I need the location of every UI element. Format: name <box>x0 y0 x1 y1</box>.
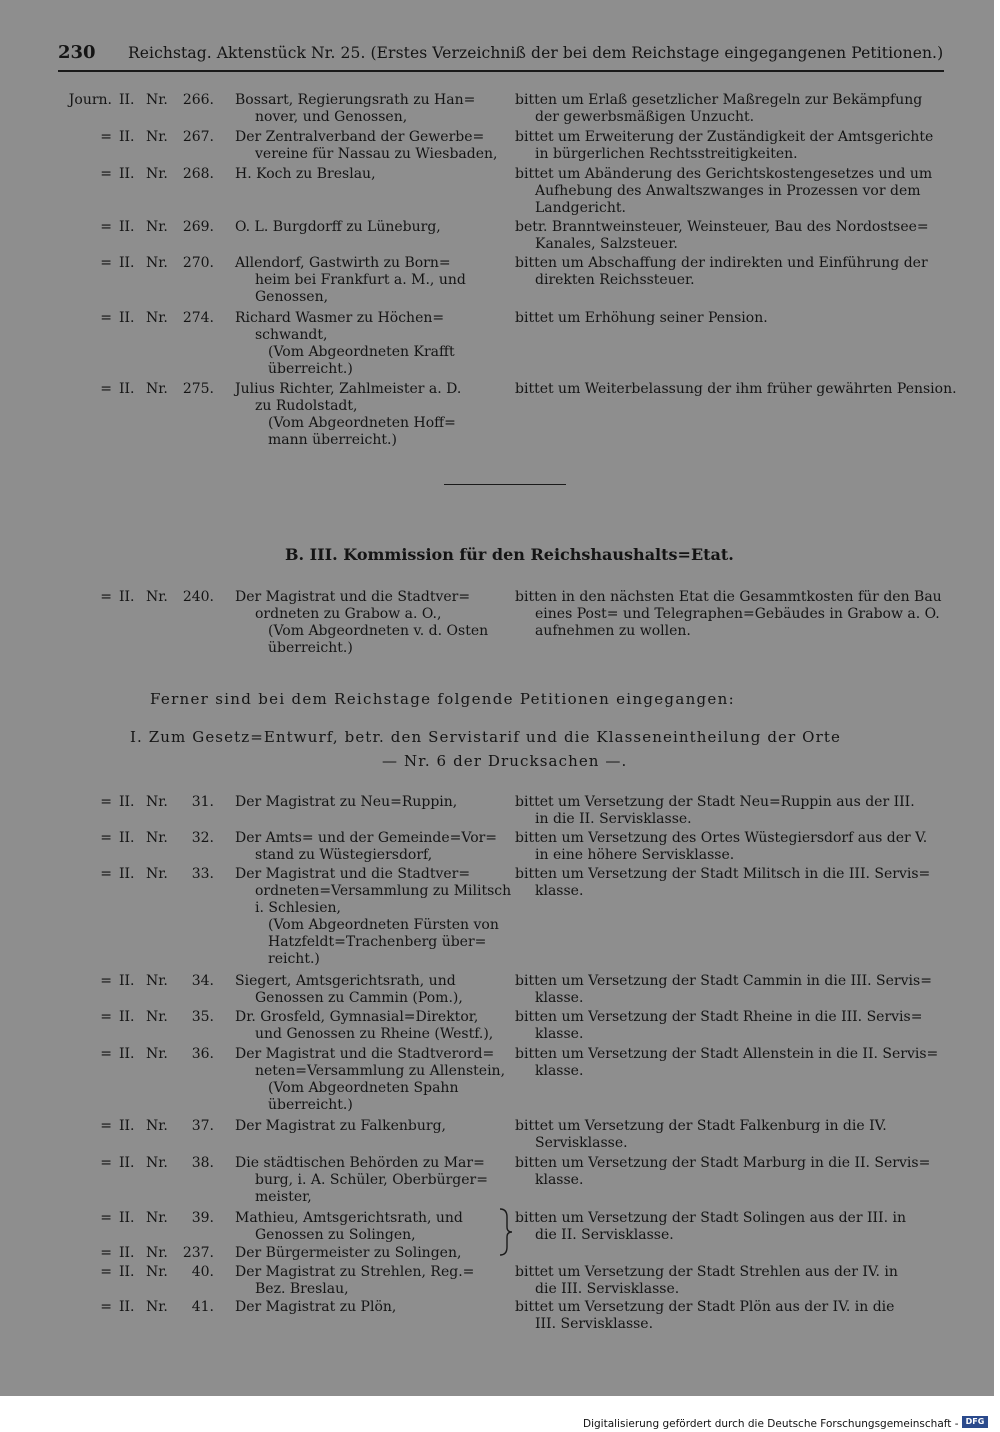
petitioner-line: Dr. Grosfeld, Gymnasial=Direktor, <box>235 1009 479 1025</box>
petitioner-line: reicht.) <box>268 951 320 967</box>
journal-mark: = <box>100 1155 112 1171</box>
request-line: Servisklasse. <box>535 1135 628 1151</box>
petitioner-line: Bossart, Regierungsrath zu Han= <box>235 92 476 108</box>
petition-number: 39. <box>191 1210 214 1226</box>
request-line: bittet um Erhöhung seiner Pension. <box>515 310 768 326</box>
request-line: Landgericht. <box>535 200 626 216</box>
petitioner <box>235 381 497 449</box>
petitioner <box>235 830 497 864</box>
petitioner-line: Genossen, <box>255 289 329 305</box>
nr-label: Nr. <box>146 1264 168 1280</box>
petitioner-line: überreicht.) <box>268 1097 353 1113</box>
petitioner-line: Allendorf, Gastwirth zu Born= <box>235 255 451 271</box>
request-line: bitten um Versetzung der Stadt Solingen aus der III. in <box>515 1210 906 1226</box>
journal-mark: = <box>100 973 112 989</box>
petitioner-line: Hatzfeldt=Trachenberg über= <box>268 934 487 950</box>
petitioner <box>235 1009 497 1043</box>
nr-label: Nr. <box>146 1210 168 1226</box>
grouping-brace <box>498 1207 514 1257</box>
request <box>515 1155 949 1189</box>
committee-roman: II. <box>119 830 135 846</box>
petitioner-line: überreicht.) <box>268 640 353 656</box>
petition-number: 268. <box>182 166 214 182</box>
request <box>515 1210 949 1244</box>
request <box>515 129 949 163</box>
petitioner-line: Der Magistrat zu Falkenburg, <box>235 1118 446 1134</box>
petitioner-line: Der Magistrat und die Stadtver= <box>235 589 471 605</box>
petitioner <box>235 1118 497 1135</box>
request <box>515 866 949 900</box>
request-line: in die II. Servisklasse. <box>535 811 692 827</box>
journal-mark: = <box>100 1245 112 1261</box>
request-line: bittet um Versetzung der Stadt Strehlen aus der IV. in <box>515 1264 898 1280</box>
request-line: der gewerbsmäßigen Unzucht. <box>535 109 755 125</box>
header-rule <box>58 70 944 72</box>
request <box>515 219 949 253</box>
request <box>515 92 949 126</box>
nr-label: Nr. <box>146 1245 168 1261</box>
nr-label: Nr. <box>146 255 168 271</box>
request-line: bittet um Versetzung der Stadt Plön aus der IV. in die <box>515 1299 895 1315</box>
petition-number: 237. <box>182 1245 214 1261</box>
petitioner <box>235 973 497 1007</box>
committee-roman: II. <box>119 1118 135 1134</box>
page-number: 230 <box>58 42 96 63</box>
petitioner <box>235 589 497 657</box>
request <box>515 310 949 327</box>
petition-number: 38. <box>191 1155 214 1171</box>
request <box>515 1046 949 1080</box>
petitioner <box>235 1264 497 1298</box>
request-line: eines Post= und Telegraphen=Gebäudes in Grabow a. O. <box>535 606 940 622</box>
petition-number: 269. <box>182 219 214 235</box>
footer-note: Digitalisierung gefördert durch die Deutsche Forschungsgemeinschaft - <box>583 1418 959 1430</box>
request <box>515 973 949 1007</box>
journal-mark: = <box>100 129 112 145</box>
journal-mark: = <box>100 219 112 235</box>
petitioner-line: (Vom Abgeordneten v. d. Osten <box>268 623 489 639</box>
request-line: betr. Branntweinsteuer, Weinsteuer, Bau des Nordostsee= <box>515 219 929 235</box>
committee-roman: II. <box>119 1155 135 1171</box>
request-line: Kanales, Salzsteuer. <box>535 236 678 252</box>
journal-mark: = <box>100 1009 112 1025</box>
request-line: klasse. <box>535 1172 584 1188</box>
request-line: in bürgerlichen Rechtsstreitigkeiten. <box>535 146 798 162</box>
request <box>515 1264 949 1298</box>
petitioner-line: Der Magistrat und die Stadtverord= <box>235 1046 495 1062</box>
petitioner <box>235 92 497 126</box>
committee-roman: II. <box>119 1046 135 1062</box>
journal-mark: = <box>100 1264 112 1280</box>
request-line: direkten Reichssteuer. <box>535 272 695 288</box>
petitioner <box>235 1046 506 1114</box>
committee-roman: II. <box>119 381 135 397</box>
petitioner-line: vereine für Nassau zu Wiesbaden, <box>255 146 498 162</box>
request <box>515 1118 949 1152</box>
petitioner <box>235 166 497 183</box>
petitioner-line: H. Koch zu Breslau, <box>235 166 376 182</box>
petitioner-line: i. Schlesien, <box>255 900 342 916</box>
petitioner-line: Der Bürgermeister zu Solingen, <box>235 1245 462 1261</box>
petition-number: 36. <box>191 1046 214 1062</box>
petitioner-line: Der Magistrat und die Stadtver= <box>235 866 471 882</box>
petitioner-line: Bez. Breslau, <box>255 1281 349 1297</box>
petition-number: 266. <box>182 92 214 108</box>
petitioner <box>235 1245 497 1262</box>
page-header <box>58 42 943 70</box>
petitioner-line: und Genossen zu Rheine (Westf.), <box>255 1026 494 1042</box>
request-line: bitten um Versetzung der Stadt Marburg in die II. Servis= <box>515 1155 931 1171</box>
journal-mark: = <box>100 1210 112 1226</box>
petitioner <box>235 866 512 968</box>
petitioner-line: Der Amts= und der Gemeinde=Vor= <box>235 830 498 846</box>
petitioner-line: Der Magistrat zu Plön, <box>235 1299 397 1315</box>
nr-label: Nr. <box>146 866 168 882</box>
petitioner <box>235 129 497 163</box>
petitioner-line: Die städtischen Behörden zu Mar= <box>235 1155 485 1171</box>
dfg-logo: DFG <box>962 1416 988 1428</box>
request-line: bittet um Versetzung der Stadt Falkenburg in die IV. <box>515 1118 887 1134</box>
running-head: Reichstag. Aktenstück Nr. 25. (Erstes Verzeichniß der bei dem Reichstage eingegangenen Petitionen.) <box>128 44 944 62</box>
committee-roman: II. <box>119 866 135 882</box>
petitioner-line: Der Magistrat zu Strehlen, Reg.= <box>235 1264 475 1280</box>
petitioner-line: schwandt, <box>255 327 328 343</box>
petitioner-line: ordneten zu Grabow a. O., <box>255 606 442 622</box>
journal-mark: = <box>100 1299 112 1315</box>
request-line: bittet um Erweiterung der Zuständigkeit der Amtsgerichte <box>515 129 934 145</box>
petition-number: 33. <box>191 866 214 882</box>
committee-roman: II. <box>119 794 135 810</box>
intro-text: Ferner sind bei dem Reichstage folgende Petitionen eingegangen: <box>150 690 735 708</box>
journal-mark: = <box>100 1046 112 1062</box>
journal-mark: = <box>100 1118 112 1134</box>
petitioner-line: stand zu Wüstegiersdorf, <box>255 847 433 863</box>
nr-label: Nr. <box>146 129 168 145</box>
petition-number: 270. <box>182 255 214 271</box>
petitioner-line: Mathieu, Amtsgerichtsrath, und <box>235 1210 463 1226</box>
committee-roman: II. <box>119 219 135 235</box>
petition-number: 31. <box>191 794 214 810</box>
committee-roman: II. <box>119 1245 135 1261</box>
petitioner-line: Julius Richter, Zahlmeister a. D. <box>235 381 462 397</box>
nr-label: Nr. <box>146 381 168 397</box>
request <box>515 830 949 864</box>
request-line: bitten um Versetzung der Stadt Allenstein in die II. Servis= <box>515 1046 939 1062</box>
petition-number: 267. <box>182 129 214 145</box>
petitioner <box>235 310 497 378</box>
request-line: klasse. <box>535 990 584 1006</box>
committee-roman: II. <box>119 1264 135 1280</box>
request-line: bitten um Versetzung der Stadt Cammin in die III. Servis= <box>515 973 932 989</box>
nr-label: Nr. <box>146 166 168 182</box>
section-heading: B. III. Kommission für den Reichshaushalts=Etat. <box>285 545 734 564</box>
committee-roman: II. <box>119 255 135 271</box>
petition-number: 35. <box>191 1009 214 1025</box>
journal-mark: = <box>100 794 112 810</box>
nr-label: Nr. <box>146 92 168 108</box>
petitioner-line: (Vom Abgeordneten Hoff= <box>268 415 456 431</box>
petitioner-line: ordneten=Versammlung zu Militsch <box>255 883 512 899</box>
petitioner-line: Richard Wasmer zu Höchen= <box>235 310 445 326</box>
petition-number: 40. <box>191 1264 214 1280</box>
journal-mark: = <box>100 830 112 846</box>
petitioner-line: Genossen zu Cammin (Pom.), <box>255 990 463 1006</box>
petitioner-line: nover, und Genossen, <box>255 109 408 125</box>
subsection-heading: I. Zum Gesetz=Entwurf, betr. den Servistarif und die Klasseneintheilung der Orte <box>130 728 841 746</box>
petitioner-line: burg, i. A. Schüler, Oberbürger= <box>255 1172 488 1188</box>
petition-number: 41. <box>191 1299 214 1315</box>
petitioner <box>235 794 497 811</box>
petition-number: 32. <box>191 830 214 846</box>
committee-roman: II. <box>119 1210 135 1226</box>
request-line: Aufhebung des Anwaltszwanges in Prozessen vor dem <box>535 183 921 199</box>
petitioner-line: (Vom Abgeordneten Fürsten von <box>268 917 499 933</box>
nr-label: Nr. <box>146 830 168 846</box>
petitioner-line: Siegert, Amtsgerichtsrath, und <box>235 973 456 989</box>
request-line: bittet um Versetzung der Stadt Neu=Ruppin aus der III. <box>515 794 915 810</box>
petitioner <box>235 1210 497 1244</box>
petitioner <box>235 255 497 306</box>
petitioner <box>235 1155 497 1206</box>
petition-number: 34. <box>191 973 214 989</box>
committee-roman: II. <box>119 129 135 145</box>
request-line: bittet um Abänderung des Gerichtskostengesetzes und um <box>515 166 933 182</box>
request <box>515 381 957 398</box>
request <box>515 794 949 828</box>
petition-number: 274. <box>182 310 214 326</box>
petitioner-line: (Vom Abgeordneten Spahn <box>268 1080 459 1096</box>
petition-number: 240. <box>182 589 214 605</box>
request-line: klasse. <box>535 883 584 899</box>
petition-number: 37. <box>191 1118 214 1134</box>
petitioner-line: Genossen zu Solingen, <box>255 1227 416 1243</box>
request-line: bitten um Abschaffung der indirekten und Einführung der <box>515 255 928 271</box>
request-line: klasse. <box>535 1026 584 1042</box>
petitioner-line: O. L. Burgdorff zu Lüneburg, <box>235 219 441 235</box>
committee-roman: II. <box>119 1009 135 1025</box>
petition-number: 275. <box>182 381 214 397</box>
committee-roman: II. <box>119 166 135 182</box>
scan-margin-right <box>994 0 1000 1432</box>
nr-label: Nr. <box>146 973 168 989</box>
request-line: in eine höhere Servisklasse. <box>535 847 735 863</box>
journal-mark: = <box>100 166 112 182</box>
request <box>515 255 949 289</box>
nr-label: Nr. <box>146 1155 168 1171</box>
petitioner-line: zu Rudolstadt, <box>255 398 358 414</box>
nr-label: Nr. <box>146 589 168 605</box>
journal-mark: = <box>100 310 112 326</box>
request <box>515 1299 949 1333</box>
nr-label: Nr. <box>146 1118 168 1134</box>
request-line: klasse. <box>535 1063 584 1079</box>
committee-roman: II. <box>119 310 135 326</box>
nr-label: Nr. <box>146 1046 168 1062</box>
request-line: bittet um Weiterbelassung der ihm früher gewährten Pension. <box>515 381 957 397</box>
journal-mark: Journ. <box>68 92 112 108</box>
journal-mark: = <box>100 255 112 271</box>
nr-label: Nr. <box>146 310 168 326</box>
nr-label: Nr. <box>146 219 168 235</box>
committee-roman: II. <box>119 1299 135 1315</box>
petitioner-line: mann überreicht.) <box>268 432 397 448</box>
petitioner-line: meister, <box>255 1189 312 1205</box>
journal-mark: = <box>100 866 112 882</box>
petitioner-line: Der Zentralverband der Gewerbe= <box>235 129 485 145</box>
journal-mark: = <box>100 381 112 397</box>
petitioner <box>235 219 497 236</box>
journal-mark: = <box>100 589 112 605</box>
request <box>515 166 949 217</box>
request-line: III. Servisklasse. <box>535 1316 654 1332</box>
committee-roman: II. <box>119 973 135 989</box>
petitioner-line: (Vom Abgeordneten Krafft <box>268 344 455 360</box>
petitioner-line: neten=Versammlung zu Allenstein, <box>255 1063 506 1079</box>
request <box>515 589 949 640</box>
request-line: bitten um Versetzung des Ortes Wüstegiersdorf aus der V. <box>515 830 928 846</box>
petitioner <box>235 1299 497 1316</box>
nr-label: Nr. <box>146 794 168 810</box>
petitioner-line: Der Magistrat zu Neu=Ruppin, <box>235 794 458 810</box>
subsection-reference: — Nr. 6 der Drucksachen —. <box>382 752 628 770</box>
request-line: aufnehmen zu wollen. <box>535 623 691 639</box>
request <box>515 1009 949 1043</box>
request-line: die II. Servisklasse. <box>535 1227 674 1243</box>
request-line: die III. Servisklasse. <box>535 1281 680 1297</box>
nr-label: Nr. <box>146 1299 168 1315</box>
request-line: bitten um Versetzung der Stadt Militsch in die III. Servis= <box>515 866 931 882</box>
committee-roman: II. <box>119 589 135 605</box>
request-line: bitten um Versetzung der Stadt Rheine in die III. Servis= <box>515 1009 923 1025</box>
petitioner-line: überreicht.) <box>268 361 353 377</box>
petitioner-line: heim bei Frankfurt a. M., und <box>255 272 466 288</box>
committee-roman: II. <box>119 92 135 108</box>
request-line: bitten in den nächsten Etat die Gesammtkosten für den Bau <box>515 589 942 605</box>
section-divider <box>444 484 566 485</box>
request-line: bitten um Erlaß gesetzlicher Maßregeln zur Bekämpfung <box>515 92 923 108</box>
nr-label: Nr. <box>146 1009 168 1025</box>
